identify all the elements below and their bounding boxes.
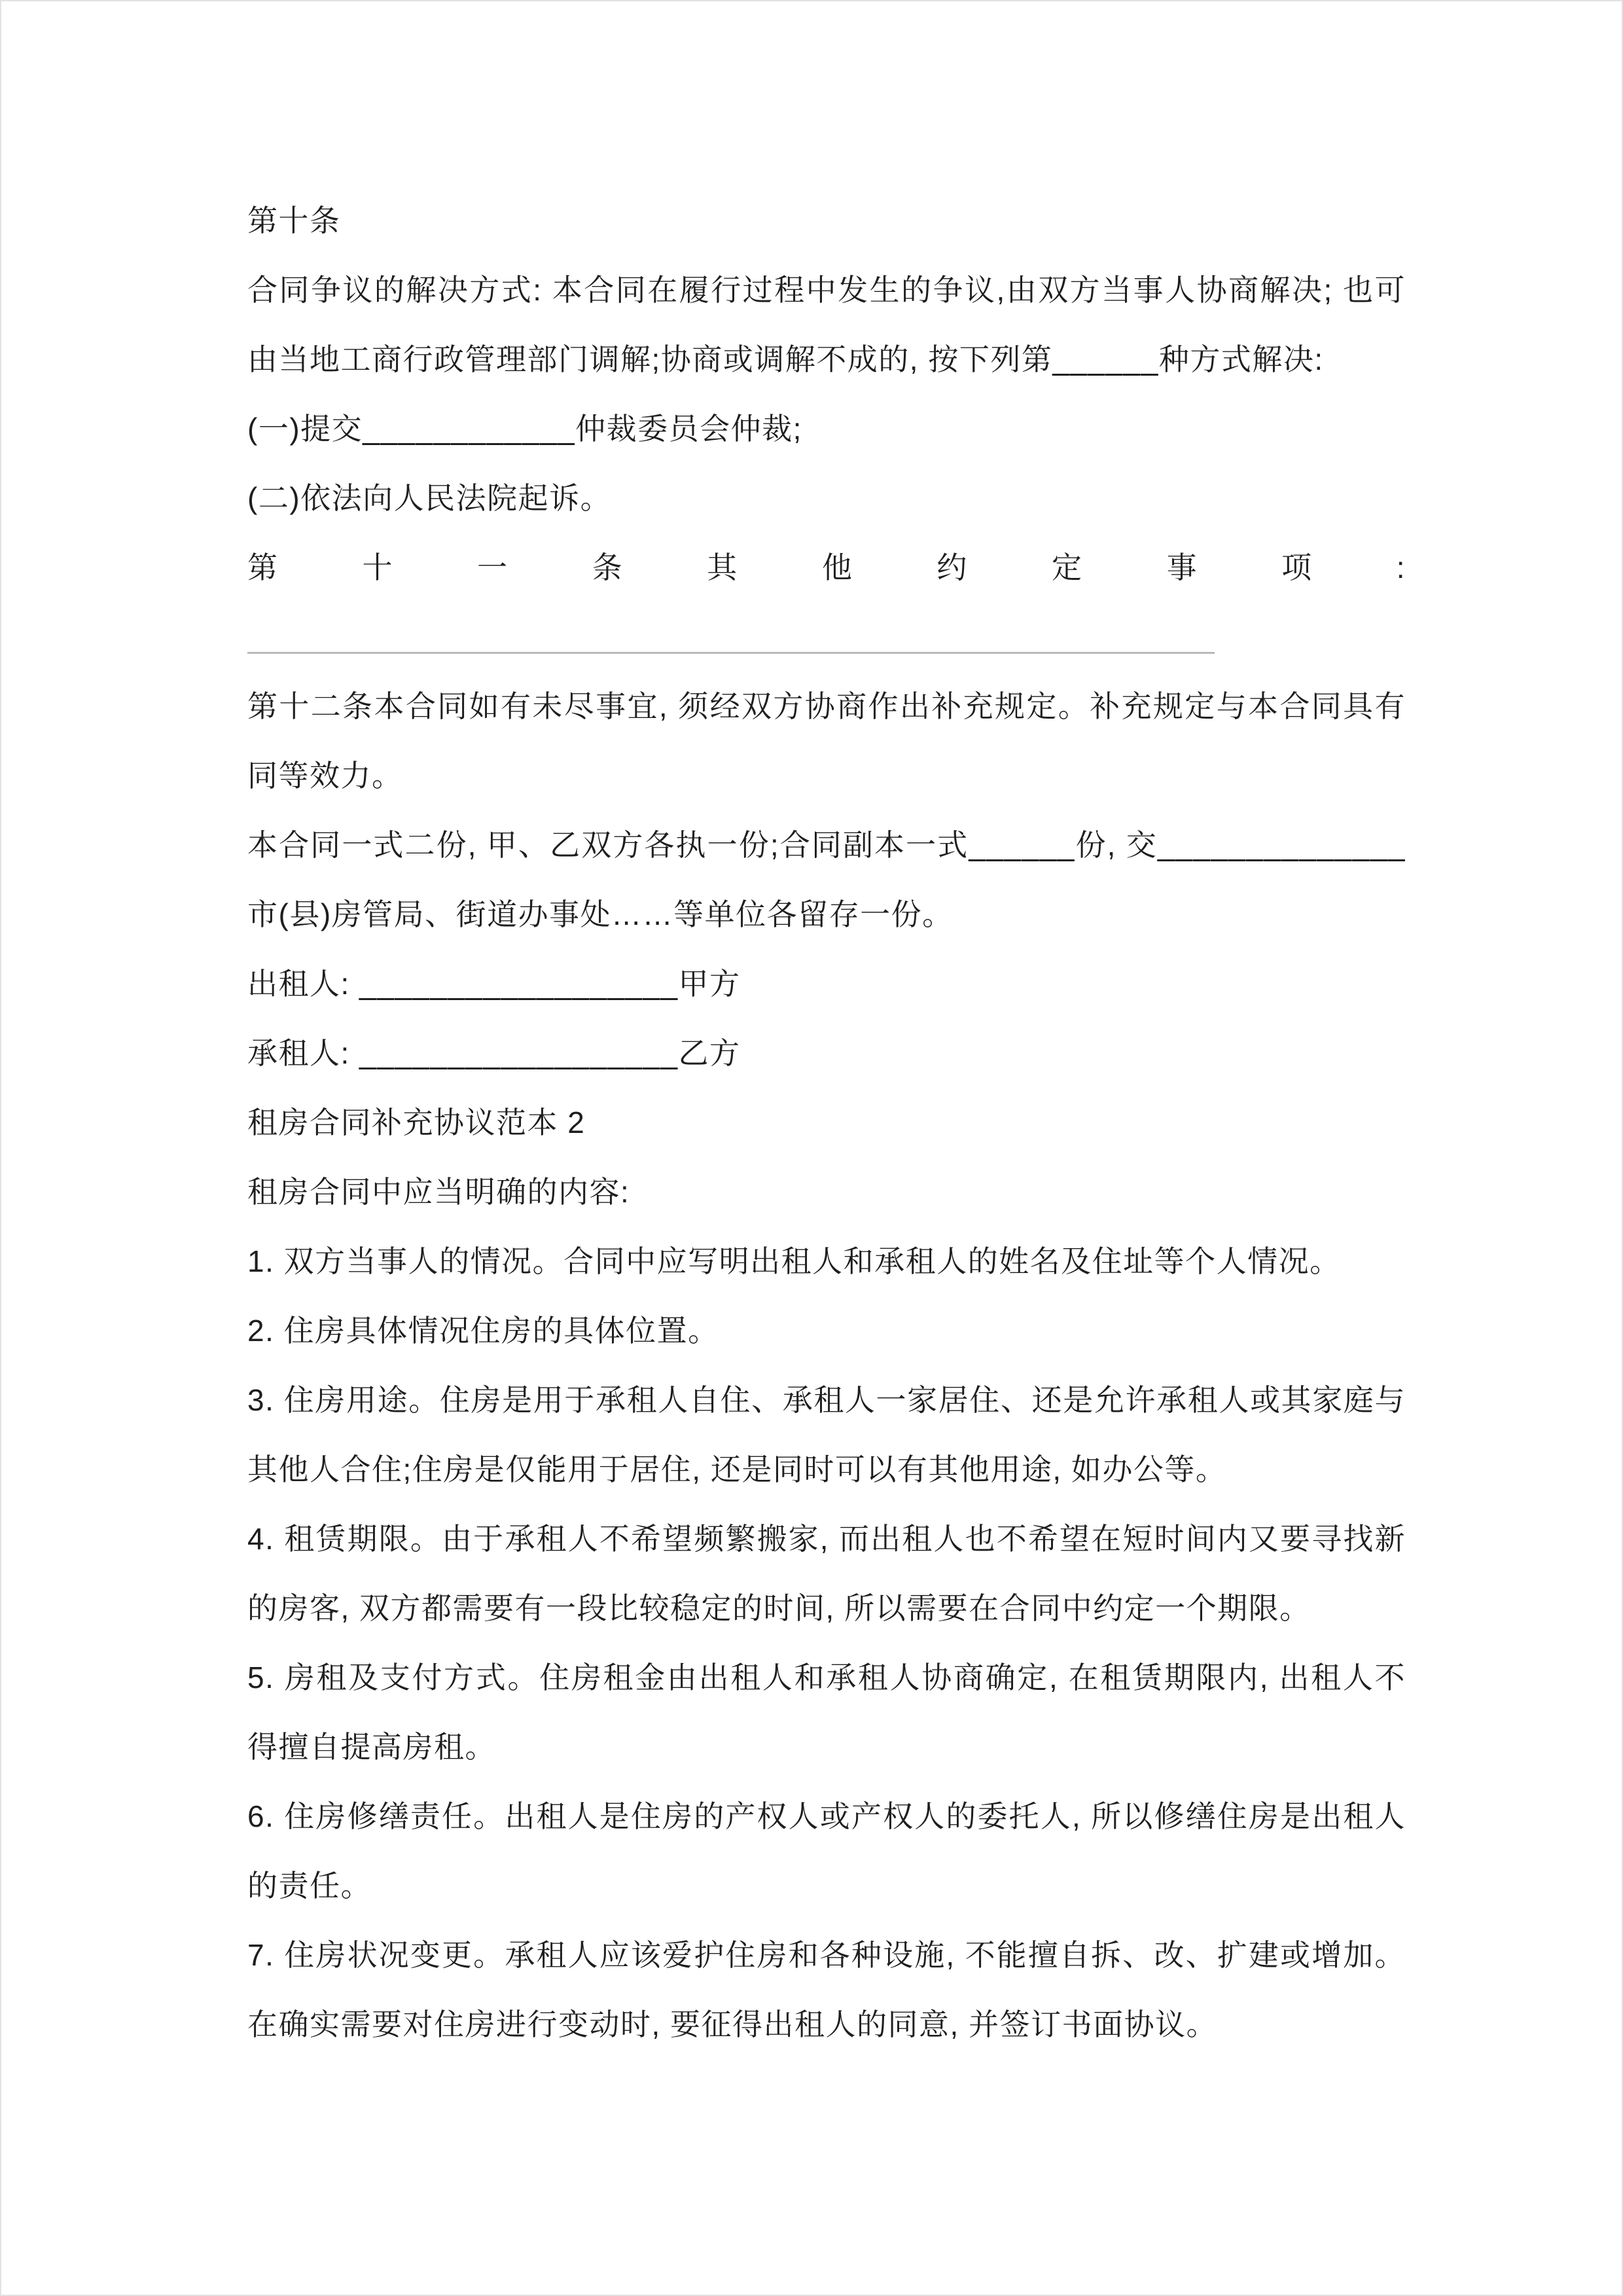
clause-10-option-court: (二)依法向人民法院起诉。 — [247, 481, 612, 515]
fill-in-rule — [247, 652, 1215, 654]
clause-10-dispute-resolution: 合同争议的解决方式: 本合同在履行过程中发生的争议,由双方当事人协商解决; 也可由当地工商行政管理部门调解;协商或调解不成的, 按下列第______种方式解决: — [247, 273, 1406, 376]
list-item-4-lease-term: 4. 租赁期限。由于承租人不希望频繁搬家, 而出租人也不希望在短时间内又要寻找新的房客, 双方都需要有一段比较稳定的时间, 所以需要在合同中约定一个期限。 — [247, 1522, 1406, 1625]
clause-12-supplement: 第十二条本合同如有未尽事宜, 须经双方协商作出补充规定。补充规定与本合同具有同等效力。 — [247, 689, 1406, 793]
copies-and-filing: 本合同一式二份, 甲、乙双方各执一份;合同副本一式______份, 交______________市(县)房管局、街道办事处……等单位各留存一份。 — [247, 828, 1406, 931]
list-item-5-rent-payment: 5. 房租及支付方式。住房租金由出租人和承租人协商确定, 在租赁期限内, 出租人不得擅自提高房租。 — [247, 1660, 1406, 1764]
clause-11-blank-line — [247, 602, 1406, 672]
list-item-2-housing-details: 2. 住房具体情况住房的具体位置。 — [247, 1314, 719, 1348]
contents-intro: 租房合同中应当明确的内容: — [247, 1175, 630, 1209]
clause-10-option-arbitration: (一)提交____________仲裁委员会仲裁; — [247, 412, 802, 446]
list-item-6-repair-duty: 6. 住房修缮责任。出租人是住房的产权人或产权人的委托人, 所以修缮住房是出租人的责任。 — [247, 1799, 1406, 1903]
list-item-3-usage: 3. 住房用途。住房是用于承租人自住、承租人一家居住、还是允许承租人或其家庭与其他人合住;住房是仅能用于居住, 还是同时可以有其他用途, 如办公等。 — [247, 1383, 1406, 1486]
supplement-agreement-title: 租房合同补充协议范本 2 — [247, 1105, 586, 1139]
lessor-signature-line: 出租人: __________________甲方 — [247, 967, 741, 1001]
document-body — [247, 186, 1406, 2059]
list-item-7-alteration: 7. 住房状况变更。承租人应该爱护住房和各种设施, 不能擅自拆、改、扩建或增加。在确实需要对住房进行变动时, 要征得出租人的同意, 并签订书面协议。 — [247, 1938, 1406, 2041]
clause-11-heading: 第 十 一 条 其 他 约 定 事 项 : — [247, 550, 1406, 584]
lessee-signature-line: 承租人: __________________乙方 — [247, 1036, 741, 1070]
clause-10-heading: 第十条 — [247, 204, 341, 238]
list-item-1-parties: 1. 双方当事人的情况。合同中应写明出租人和承租人的姓名及住址等个人情况。 — [247, 1244, 1341, 1278]
